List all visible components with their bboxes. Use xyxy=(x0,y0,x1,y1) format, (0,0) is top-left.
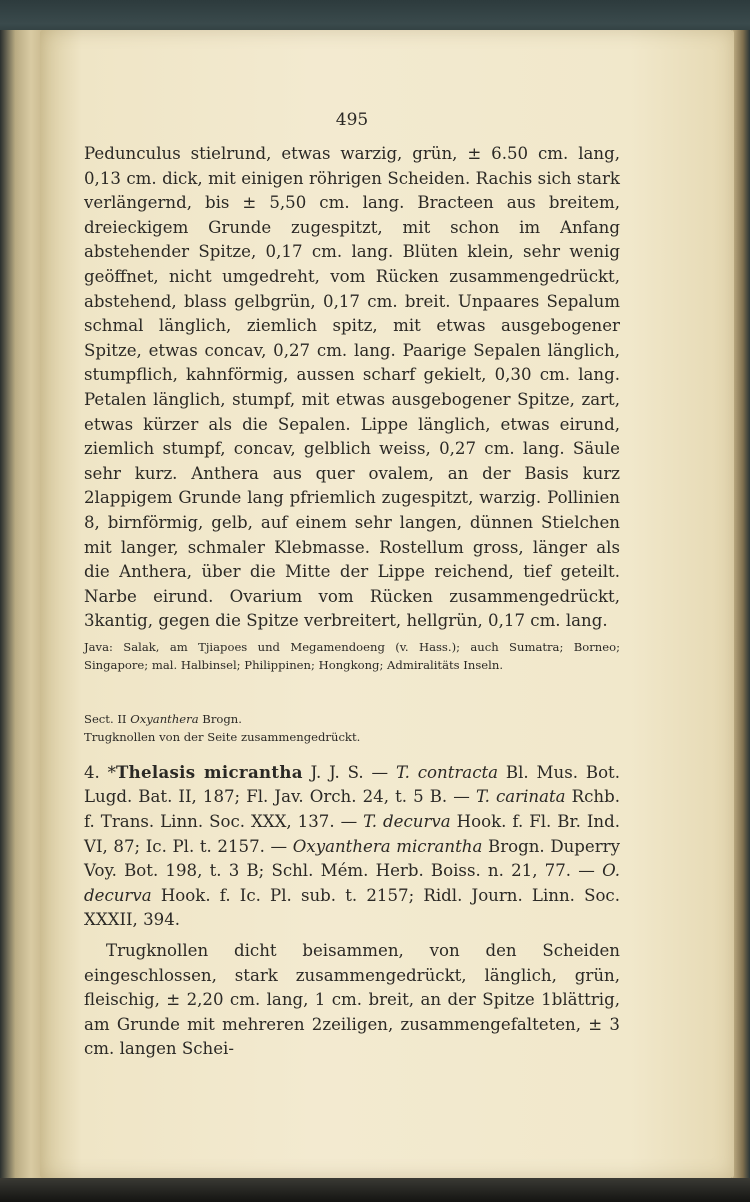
section-note: Trugknollen von der Seite zusammengedrückt. xyxy=(84,729,361,744)
section-name: Oxyanthera xyxy=(130,711,199,726)
species-name: Thelasis micrantha xyxy=(115,761,303,782)
book-bottom-edge xyxy=(0,1178,750,1202)
species-entry: 4. *Thelasis micrantha J. J. S. — T. contracta Bl. Mus. Bot. Lugd. Bat. II, 187; Fl. Jav. Orch. 24, t. 5 B. — T. carinata Rchb. f. Trans. Linn. Soc. XXX, 137. — T. decurva Hook. f. Fl. Br. Ind. VI, 87; Ic. Pl. t. 2157. — Oxyanthera micrantha Brogn. Duperry Voy. Bot. 198, t. 3 B; Schl. Mém. Herb. Boiss. n. 21, 77. — O. decurva Hook. f. Ic. Pl. sub. t. 2157; Ridl. Journ. Linn. Soc. XXXII, 394. xyxy=(84,761,621,930)
synonym-ref-3: Hook. f. Fl. Br. Ind. VI, 87; Ic. Pl. t. 2157. xyxy=(84,812,620,856)
book-spine-edge xyxy=(0,30,44,1180)
book-right-edge xyxy=(732,30,750,1180)
synonym-name-3: T. decurva xyxy=(363,812,451,832)
synonym-name-5: O. decurva xyxy=(84,861,620,905)
synonym-name-1: T. contracta xyxy=(395,762,499,782)
distribution-note: Java: Salak, am Tjiapoes und Megamendoeng (v. Hass.); auch Sumatra; Borneo; Singapore; mal. Halbinsel; Philippinen; Hongkong; Admiralitäts Inseln. xyxy=(84,639,620,672)
synonym-ref-4: Brogn. Duperry Voy. Bot. 198, t. 3 B; Schl. Mém. Herb. Boiss. n. 21, 77. xyxy=(84,836,620,881)
synonym-ref-5: Hook. f. Ic. Pl. sub. t. 2157; Ridl. Journ. Linn. Soc. XXXII, 394. xyxy=(84,885,621,930)
species-author: J. J. S. xyxy=(310,762,364,782)
synonym-name-2: T. carinata xyxy=(475,787,566,807)
pseudobulb-description: Trugknollen dicht beisammen, von den Scheiden eingeschlossen, stark zusammengedrückt, länglich, grün, fleischig, ± 2,20 cm. lang, 1 cm. breit, an der Spitze 1blättrig, am Grunde mit mehreren 2zeiligen, zusammengefalteten, ± 3 cm. langen Schei- xyxy=(84,941,620,1059)
section-title-line xyxy=(84,710,620,728)
synonym-ref-2: Rchb. f. Trans. Linn. Soc. XXX, 137. xyxy=(84,787,620,832)
synonym-name-4: Oxyanthera micrantha xyxy=(292,836,483,856)
section-author: Brogn. xyxy=(202,711,242,726)
species-number: 4. * xyxy=(84,762,116,782)
section-label: Sect. II xyxy=(84,711,127,726)
section-heading xyxy=(84,710,620,746)
synonym-ref-1: Bl. Mus. Bot. Lugd. Bat. II, 187; Fl. Jav. Orch. 24, t. 5 B. xyxy=(84,762,620,807)
page-number: 495 xyxy=(335,110,369,130)
page-text xyxy=(84,110,620,1062)
description-paragraph: Pedunculus stielrund, etwas warzig, grün, ± 6.50 cm. lang, 0,13 cm. dick, mit einigen röhrigen Scheiden. Rachis sich stark verlängernd, bis ± 5,50 cm. lang. Bracteen aus breitem, dreieckigem Grunde zugespitzt, mit schon im Anfang abstehender Spitze, 0,17 cm. lang. Blüten klein, sehr wenig geöffnet, nicht umgedreht, vom Rücken zusammengedrückt, abstehend, blass gelbgrün, 0,17 cm. breit. Unpaares Sepalum schmal länglich, ziemlich spitz, mit etwas ausgebogener Spitze, etwas concav, 0,27 cm. lang. Paarige Sepalen länglich, stumpflich, kahnförmig, aussen scharf gekielt, 0,30 cm. lang. Petalen länglich, stumpf, mit etwas ausgebogener Spitze, zart, etwas kürzer als die Sepalen. Lippe länglich, etwas eirund, ziemlich stumpf, concav, gelblich weiss, 0,27 cm. lang. Säule sehr kurz. Anthera aus quer ovalem, an der Basis kurz 2lappigem Grunde lang pfriemlich zugespitzt, warzig. Pollinien 8, birnförmig, gelb, auf einem sehr langen, dünnen Stielchen mit langer, schmaler Klebmasse. Rostellum gross, länger als die Anthera, über die Mitte der Lippe reichend, tief geteilt. Narbe eirund. Ovarium vom Rücken zusammengedrückt, 3kantig, gegen die Spitze verbreitert, hellgrün, 0,17 cm. lang. xyxy=(84,144,620,631)
